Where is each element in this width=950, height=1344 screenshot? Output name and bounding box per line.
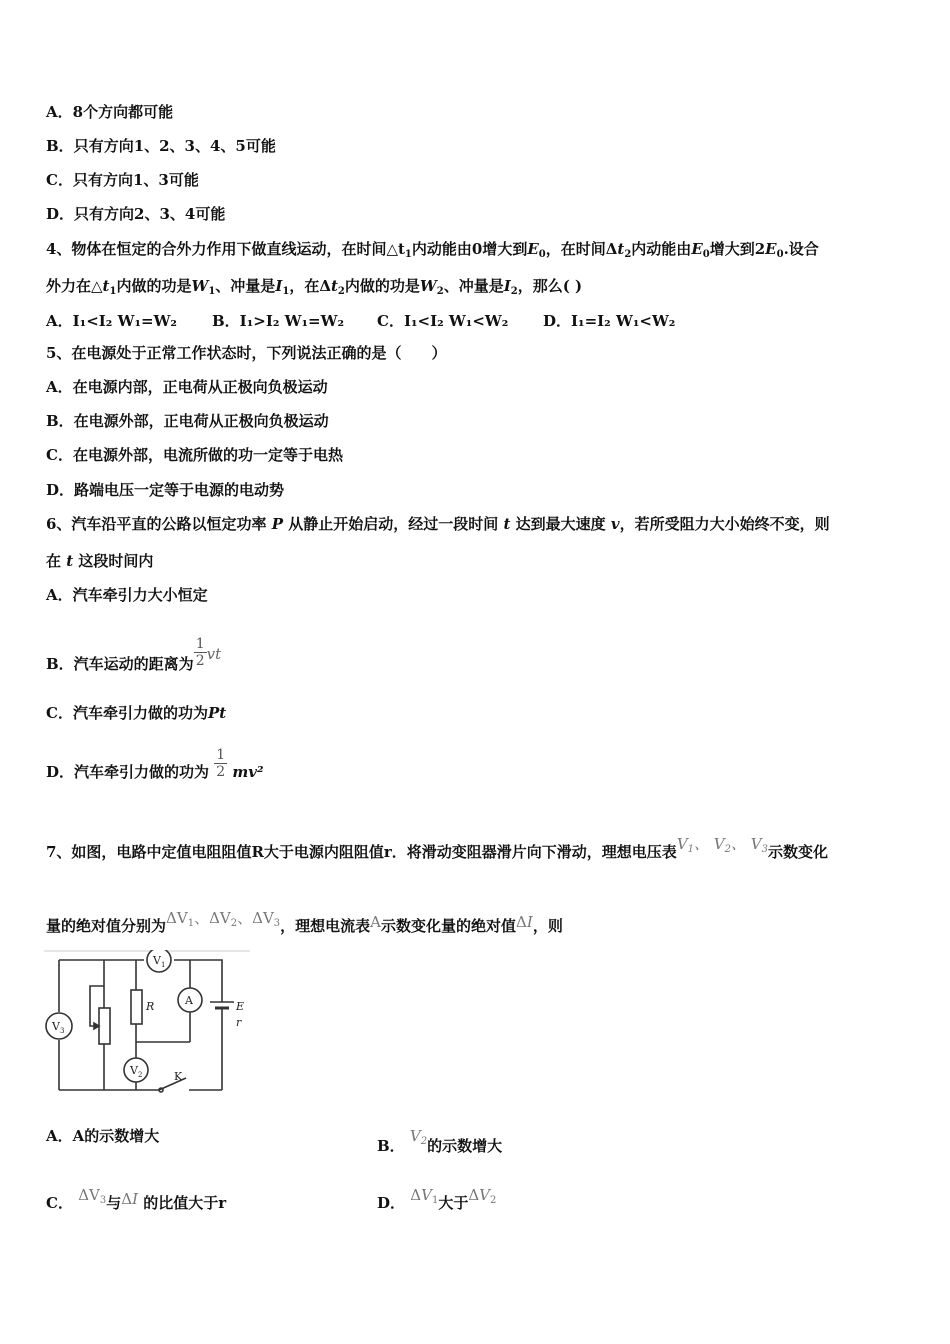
circuit-diagram [44,950,250,1098]
q3-option-c: C．只有方向1、3可能 [46,171,199,189]
q4-option-d: D．I₁=I₂ W₁<W₂ [543,312,676,330]
q7-stem-line1: 7、如图，电路中定值电阻阻值R大于电源内阻阻值r．将滑动变阻器滑片向下滑动，理想电压表$V_1$、 $V_2$、 $V_3$示数变化 [46,835,829,861]
half-fraction: $\frac{1}{2}$ [195,635,205,669]
svg-text:K: K [174,1070,183,1083]
q5-stem: 5、在电源处于正常工作状态时，下列说法正确的是（ ） [46,344,447,362]
q4-option-b: B．I₁>I₂ W₁=W₂ [212,312,345,330]
q6-stem-line1: 6、汽车沿平直的公路以恒定功率 P 从静止开始启动，经过一段时间 t 达到最大速度 v，若所受阻力大小始终不变，则 [46,515,830,533]
q7-option-a: A．A的示数增大 [46,1127,160,1145]
q6-option-d: D．汽车牵引力做的功为 $\frac{1}{2}$ mv² [46,746,264,781]
q6-option-c: C．汽车牵引力做的功为Pt [46,704,227,722]
q6-option-a: A．汽车牵引力大小恒定 [46,586,208,604]
svg-text:A: A [185,994,193,1007]
svg-text:V: V [153,954,161,967]
q4-stem-line1: 4、物体在恒定的合外力作用下做直线运动，在时间$\triangle t_1$内动能由0增大到$E_0$，在时间$\Delta t_2$内动能由$E_0$增大到$2E_0$.设合 [46,240,819,260]
svg-text:1: 1 [161,961,166,969]
q7-stem-line2: 量的绝对值分别为$\Delta V_1$、$\Delta V_2$、$\Delta V_3$，理想电流表A示数变化量的绝对值ΔI，则 [46,909,563,935]
q3-option-a: A．8个方向都可能 [46,103,174,121]
svg-text:R: R [146,1000,155,1013]
q3-option-d: D．只有方向2、3、4可能 [46,205,226,223]
svg-text:3: 3 [60,1027,65,1035]
half-fraction: $\frac{1}{2}$ [216,746,226,780]
q5-option-d: D．路端电压一定等于电源的电动势 [46,481,285,499]
q7-option-c: C． $\Delta V_3$与ΔI 的比值大于r [46,1186,227,1212]
q6-stem-line2: 在 t 这段时间内 [46,552,154,570]
q5-option-b: B．在电源外部，正电荷从正极向负极运动 [46,412,329,430]
q4-option-a: A．I₁<I₂ W₁=W₂ [46,312,178,330]
q3-option-b: B．只有方向1、2、3、4、5可能 [46,137,276,155]
svg-text:V: V [130,1064,138,1077]
svg-text:r: r [236,1016,242,1029]
svg-text:E: E [236,1000,245,1013]
q6-option-b: B．汽车运动的距离为 $\frac{1}{2}$ vt [46,635,222,673]
svg-text:2: 2 [138,1071,143,1079]
svg-text:V: V [52,1020,60,1033]
q5-option-c: C．在电源外部，电流所做的功一定等于电热 [46,446,343,464]
q4-option-c: C．I₁<I₂ W₁<W₂ [377,312,509,330]
q7-option-b: B． $V_2$的示数增大 [377,1127,503,1155]
q4-stem-line2: 外力在$\triangle t_1$内做的功是$W_1$、冲量是$I_1$，在$\Delta t_2$内做的功是$W_2$、冲量是$I_2$，那么( ) [46,277,583,297]
q7-option-d: D． $\Delta V_1$大于$\Delta V_2$ [377,1186,497,1212]
q5-option-a: A．在电源内部，正电荷从正极向负极运动 [46,378,328,396]
